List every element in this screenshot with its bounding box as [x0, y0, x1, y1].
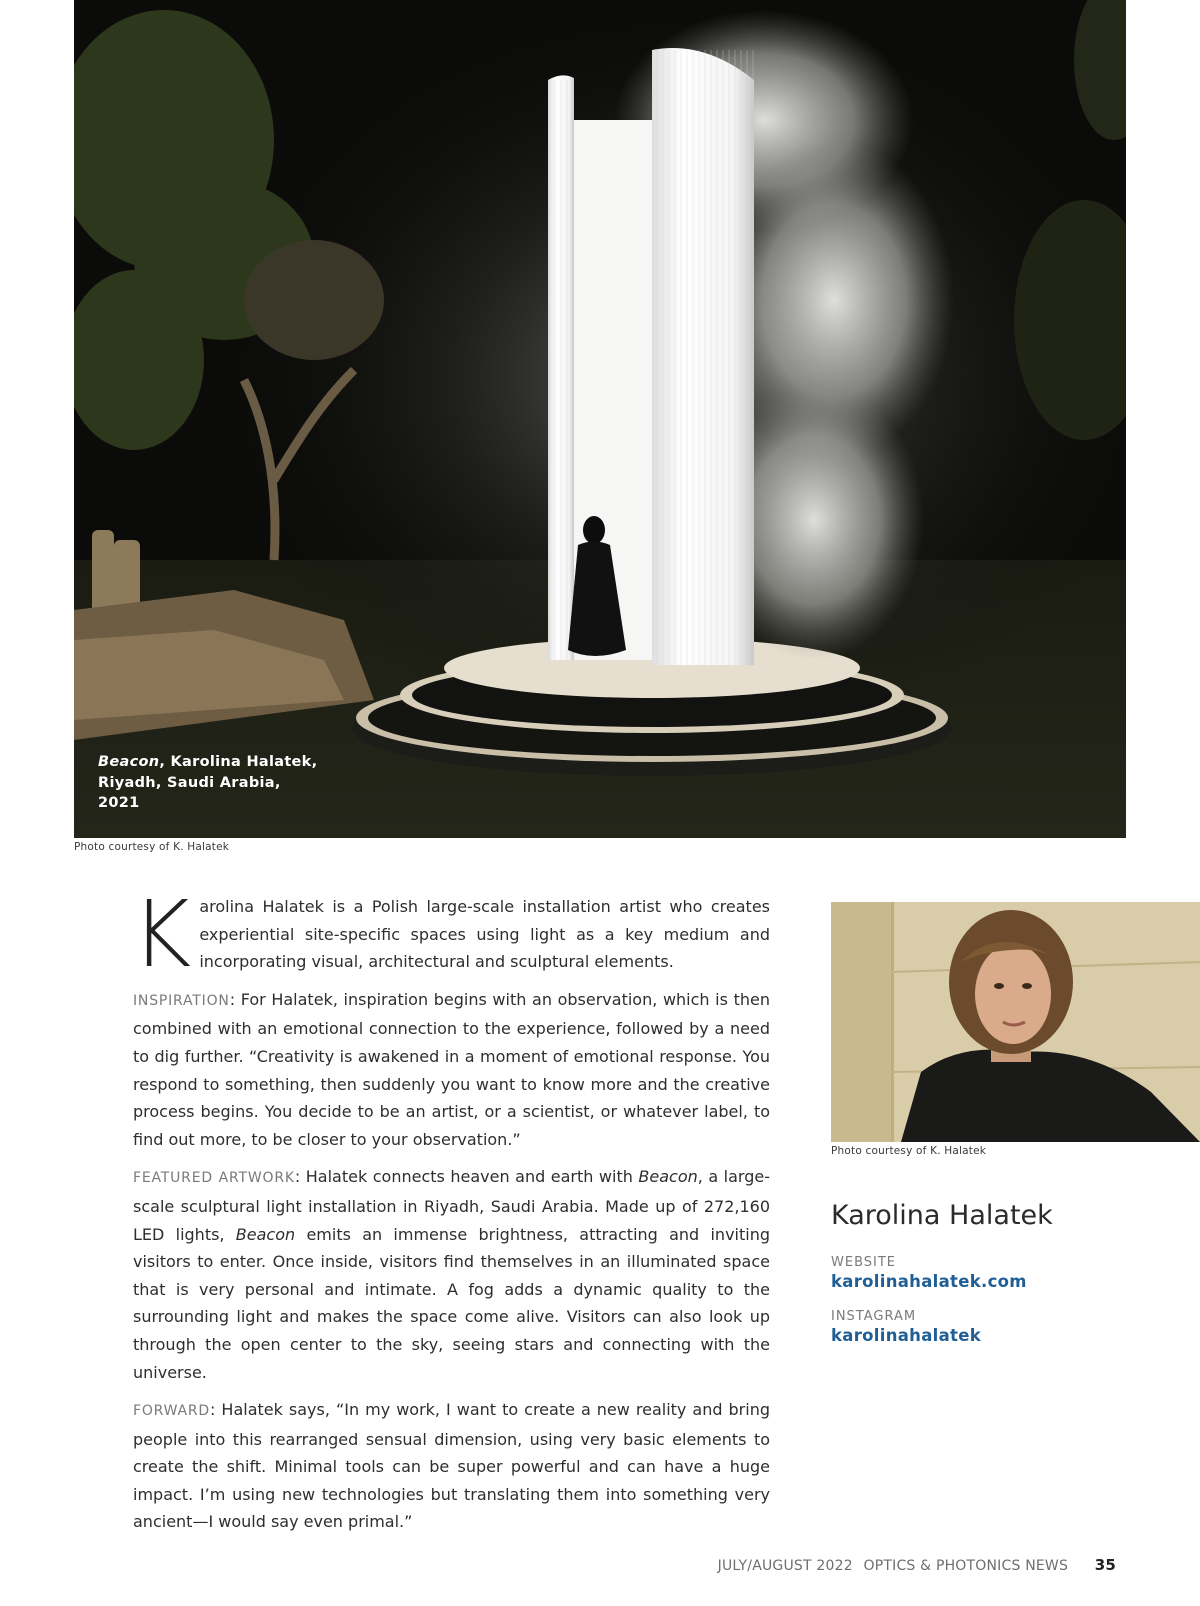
- inspiration-text: : For Halatek, inspiration begins with an observation, which is then combined with an emotional connection to the experience, followed by a need to dig further. “Creativity is awakened in a moment of emotional response. You respond to something, then suddenly you want to know more and the creative process begins. You decide to be an artist, or a scientist, or whatever label, to find out more, to be closer to your observation.”: [133, 989, 770, 1149]
- forward-paragraph: [133, 1396, 770, 1536]
- page-footer: [718, 1556, 1116, 1574]
- inspiration-label: INSPIRATION: [133, 992, 230, 1009]
- inspiration-paragraph: [133, 986, 770, 1154]
- artist-info-sidebar: [831, 1200, 1171, 1363]
- featured-text-2: , a large-scale sculptural light installation in Riyadh, Saudi Arabia. Made up of 272,160 LED lights,: [133, 1167, 770, 1244]
- lead-text: arolina Halatek is a Polish large-scale installation artist who creates experiential site-specific spaces using light as a key medium and incorporating visual, architectural and sculptural elements.: [199, 897, 770, 972]
- hero-caption-title: Beacon: [98, 754, 160, 770]
- page-number: 35: [1094, 1556, 1116, 1574]
- lead-paragraph: [131, 881, 770, 988]
- website-label: WEBSITE: [831, 1255, 896, 1270]
- instagram-label: INSTAGRAM: [831, 1309, 917, 1324]
- portrait-image: [831, 902, 1200, 1142]
- featured-title-1: Beacon: [638, 1167, 698, 1187]
- hero-photo: [74, 0, 1126, 838]
- footer-issue: JULY/AUGUST 2022: [717, 1558, 853, 1574]
- forward-label: FORWARD: [133, 1403, 210, 1420]
- hero-caption-line-2: Riyadh, Saudi Arabia,: [98, 774, 281, 791]
- footer-publication: OPTICS & PHOTONICS NEWS: [863, 1558, 1069, 1574]
- hero-caption: [98, 752, 317, 814]
- featured-title-2: Beacon: [235, 1224, 296, 1244]
- featured-artwork-paragraph: [133, 1163, 770, 1386]
- article-body: [131, 881, 770, 1546]
- artist-portrait: [831, 902, 1200, 1142]
- beacon-installation-image: [74, 0, 1126, 838]
- forward-text: : Halatek says, “In my work, I want to create a new reality and bring people into this rearranged sensual dimension, using very basic elements to create the shift. Minimal tools can be super powerful and can have a huge impact. I’m using new technologies but translating them into something very ancient—I would say even primal.”: [133, 1400, 770, 1532]
- hero-caption-artist: , Karolina Halatek,: [159, 754, 318, 770]
- hero-caption-line-1: [98, 752, 317, 773]
- featured-text-1: : Halatek connects heaven and earth with: [294, 1167, 639, 1187]
- featured-text-3: emits an immense brightness, attracting and inviting visitors to enter. Once inside, visitors find themselves in an illuminated space that is very personal and intimate. A fog adds a dynamic quality to the surrounding light and makes the space come alive. Visitors can also look up through the open center to the sky, seeing stars and connecting with the universe.: [133, 1224, 770, 1382]
- hero-caption-line-3: 2021: [98, 795, 140, 811]
- drop-cap: K: [131, 881, 192, 988]
- instagram-link[interactable]: karolinahalatek: [831, 1326, 981, 1345]
- artist-name: Karolina Halatek: [831, 1200, 1053, 1231]
- website-link[interactable]: karolinahalatek.com: [831, 1272, 1027, 1291]
- portrait-photo-credit: Photo courtesy of K. Halatek: [831, 1145, 987, 1157]
- hero-photo-credit: Photo courtesy of K. Halatek: [74, 841, 230, 853]
- featured-artwork-label: FEATURED ARTWORK: [133, 1170, 295, 1187]
